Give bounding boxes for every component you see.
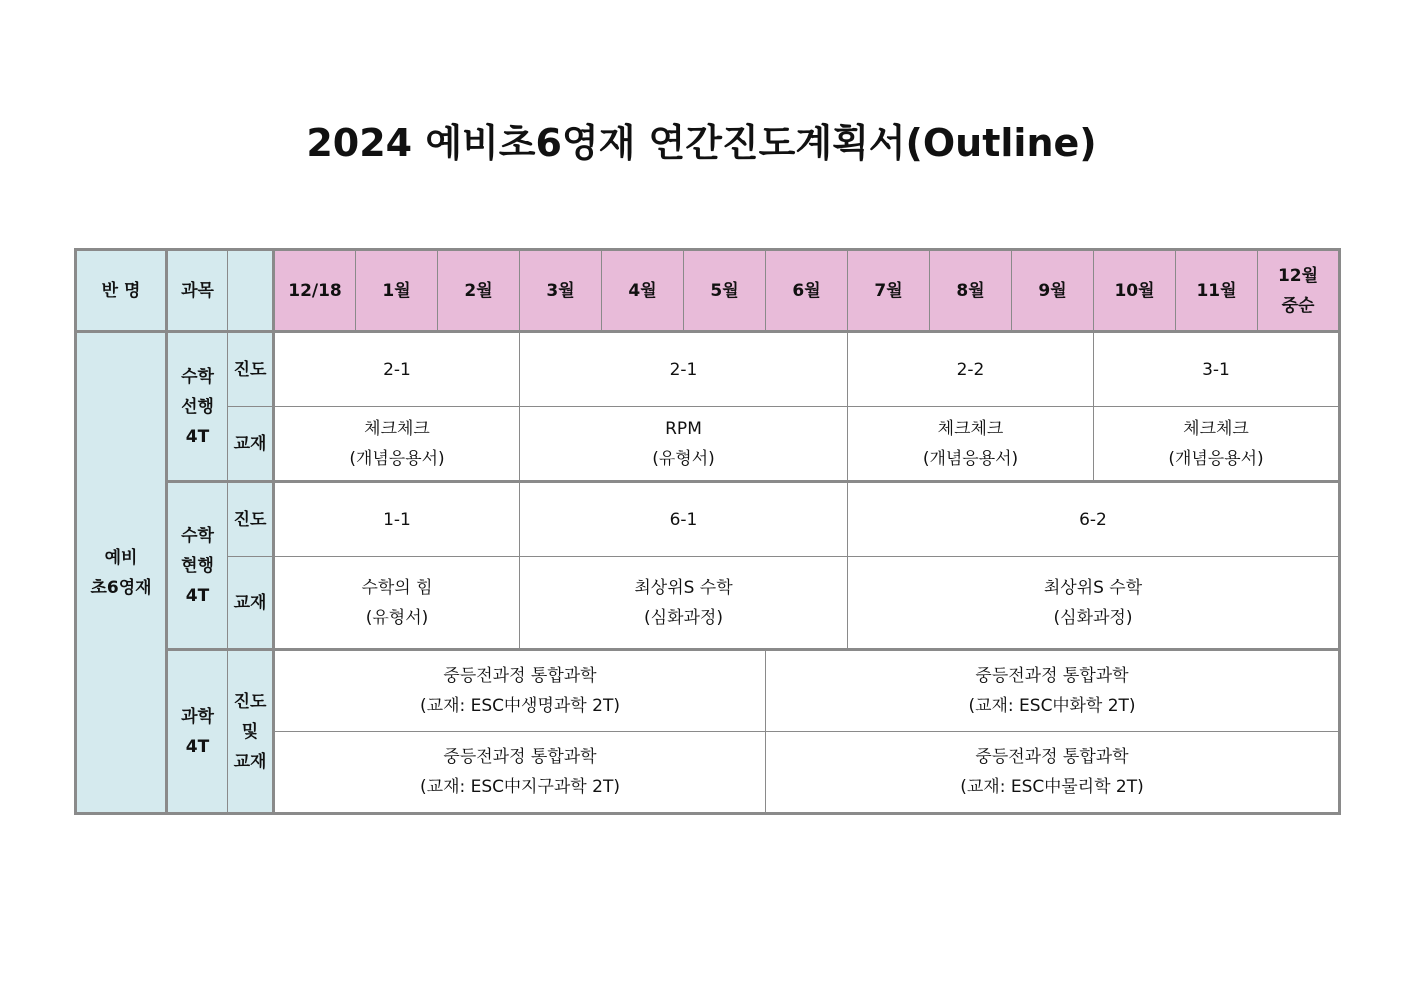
progress-cell: 2-1 [274, 332, 520, 407]
textbook-name: 최상위S 수학 [634, 577, 733, 598]
textbook-cell [848, 407, 1094, 482]
textbook-label: 교재 [228, 557, 274, 650]
textbook-cell [274, 557, 520, 650]
subject-line: 4T [185, 426, 210, 447]
month-header: 7월 [848, 250, 930, 332]
textbook-cell [848, 557, 1340, 650]
subject-line: 수학 [181, 366, 214, 387]
month-header: 11월 [1176, 250, 1258, 332]
month-header: 3월 [520, 250, 602, 332]
textbook-label: 교재 [228, 407, 274, 482]
progress-cell: 6-2 [848, 482, 1340, 557]
class-label-line1: 예비 [104, 547, 138, 568]
textbook-type: (개념응용서) [349, 448, 445, 469]
month-header-line2: 중순 [1281, 295, 1315, 316]
month-header: 4월 [602, 250, 684, 332]
course-name: 중등전과정 통합과학 [975, 747, 1129, 767]
textbook-name: 최상위S 수학 [1043, 577, 1143, 598]
month-header-line1: 12월 [1277, 265, 1319, 286]
science-cell [274, 732, 766, 814]
progress-cell: 6-1 [520, 482, 848, 557]
textbook-cell [274, 407, 520, 482]
textbook-cell [520, 407, 848, 482]
course-textbook: (교재: ESC中물리학 2T) [960, 777, 1144, 797]
page-title: 2024 예비초6영재 연간진도계획서(Outline) [306, 121, 1097, 165]
science-row-1 [76, 650, 1340, 732]
course-name: 중등전과정 통합과학 [443, 666, 597, 686]
label-line: 교재 [233, 751, 267, 772]
month-header: 10월 [1094, 250, 1176, 332]
progress-cell: 2-1 [520, 332, 848, 407]
progress-cell: 1-1 [274, 482, 520, 557]
math-advance-progress-row [76, 332, 1340, 407]
textbook-name: 수학의 힘 [361, 577, 433, 598]
label-header [228, 250, 274, 332]
course-name: 중등전과정 통합과학 [443, 747, 597, 767]
month-header: 6월 [766, 250, 848, 332]
progress-label: 진도 [228, 482, 274, 557]
label-line: 및 [241, 721, 259, 742]
textbook-type: (유형서) [652, 448, 715, 469]
textbook-type: (유형서) [365, 607, 429, 628]
month-header: 8월 [930, 250, 1012, 332]
textbook-type: (심화과정) [644, 607, 723, 628]
subject-math-current [167, 482, 228, 650]
subject-science [167, 650, 228, 814]
subject-line: 4T [185, 585, 210, 606]
class-label-line2: 초6영재 [90, 577, 152, 598]
textbook-name: 체크체크 [364, 418, 430, 439]
subject-line: 현행 [181, 555, 214, 576]
science-cell [766, 650, 1340, 732]
month-header: 2월 [438, 250, 520, 332]
textbook-name: 체크체크 [1183, 418, 1249, 439]
annual-plan-table [74, 248, 1341, 815]
month-header-last [1258, 250, 1340, 332]
subject-line: 선행 [181, 396, 214, 417]
month-header: 12/18 [274, 250, 356, 332]
progress-cell: 3-1 [1094, 332, 1340, 407]
class-name-header: 반 명 [76, 250, 167, 332]
textbook-name: 체크체크 [937, 418, 1004, 439]
textbook-type: (개념응용서) [922, 448, 1019, 469]
textbook-type: (개념응용서) [1168, 448, 1264, 469]
label-line: 진도 [233, 691, 267, 712]
course-textbook: (교재: ESC中화학 2T) [968, 696, 1136, 716]
class-label [76, 332, 167, 814]
course-textbook: (교재: ESC中지구과학 2T) [420, 777, 620, 797]
progress-and-textbook-label [228, 650, 274, 814]
textbook-type: (심화과정) [1053, 607, 1133, 628]
science-cell [766, 732, 1340, 814]
math-advance-textbook-row [76, 407, 1340, 482]
month-header: 1월 [356, 250, 438, 332]
math-current-textbook-row [76, 557, 1340, 650]
course-textbook: (교재: ESC中생명과학 2T) [420, 696, 620, 716]
month-header: 5월 [684, 250, 766, 332]
subject-math-advance [167, 332, 228, 482]
progress-cell: 2-2 [848, 332, 1094, 407]
textbook-name: RPM [665, 418, 702, 439]
math-current-progress-row [76, 482, 1340, 557]
textbook-cell [1094, 407, 1340, 482]
progress-label: 진도 [228, 332, 274, 407]
subject-line: 수학 [181, 525, 214, 546]
science-cell [274, 650, 766, 732]
header-row [76, 250, 1340, 332]
subject-line: 4T [185, 736, 210, 757]
month-header: 9월 [1012, 250, 1094, 332]
textbook-cell [520, 557, 848, 650]
subject-line: 과학 [181, 706, 214, 727]
course-name: 중등전과정 통합과학 [975, 666, 1129, 686]
subject-header: 과목 [167, 250, 228, 332]
